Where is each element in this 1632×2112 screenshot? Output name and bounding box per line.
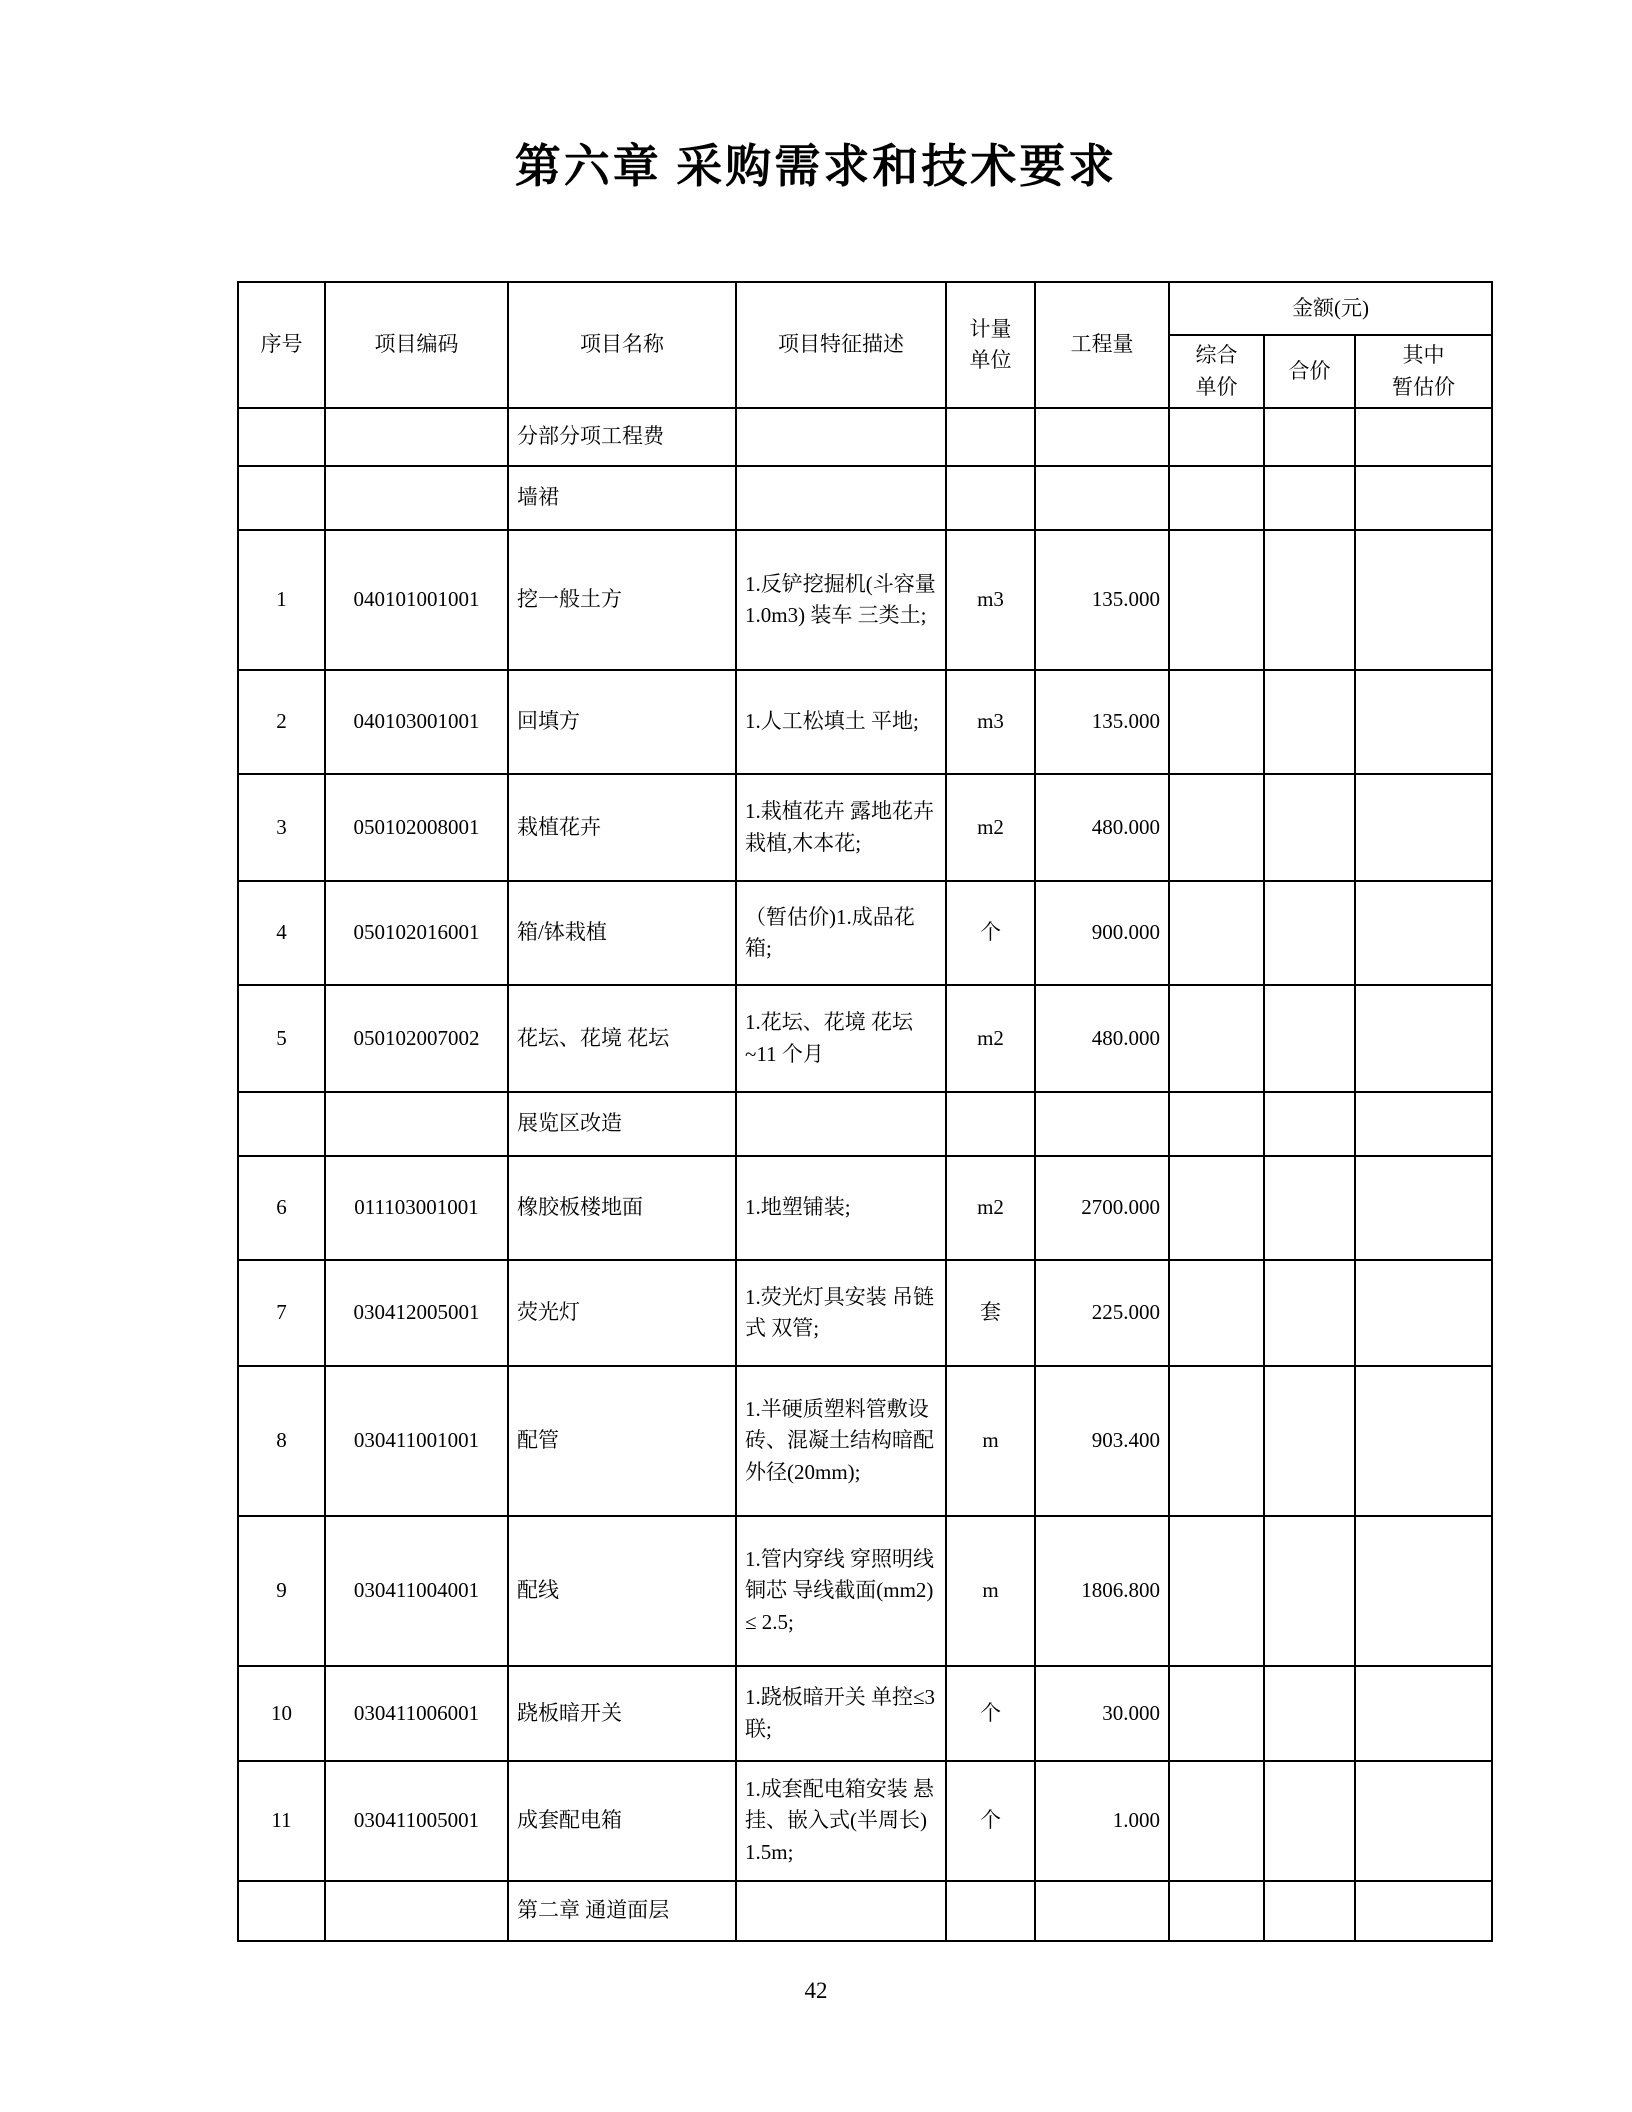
cell-name: 跷板暗开关 [508, 1666, 736, 1761]
cell-seq: 1 [238, 530, 325, 670]
cell-name: 第二章 通道面层 [508, 1881, 736, 1941]
cell-total-price [1264, 466, 1355, 530]
table-row [238, 774, 1492, 881]
cell-code [325, 1881, 508, 1941]
cell-unit-price [1169, 1366, 1264, 1516]
cell-total-price [1264, 670, 1355, 774]
cell-feature: 1.反铲挖掘机(斗容量 1.0m3) 装车 三类土; [736, 530, 946, 670]
cell-unit-price [1169, 466, 1264, 530]
cell-unit: m2 [946, 985, 1035, 1092]
cell-feature: 1.人工松填土 平地; [736, 670, 946, 774]
cell-estimated-price [1355, 1761, 1492, 1881]
cell-estimated-price [1355, 774, 1492, 881]
cell-estimated-price [1355, 881, 1492, 985]
cell-total-price [1264, 1666, 1355, 1761]
cell-unit [946, 408, 1035, 466]
cell-estimated-price [1355, 1366, 1492, 1516]
page-number: 42 [804, 1978, 828, 2003]
cell-quantity: 2700.000 [1035, 1156, 1169, 1260]
cell-seq: 2 [238, 670, 325, 774]
cell-unit-price [1169, 1260, 1264, 1366]
cell-feature: 1.栽植花卉 露地花卉栽植,木本花; [736, 774, 946, 881]
cell-unit: 个 [946, 1666, 1035, 1761]
section-row [238, 1881, 1492, 1941]
section-row [238, 1092, 1492, 1156]
cell-unit [946, 466, 1035, 530]
cell-code: 030411006001 [325, 1666, 508, 1761]
cell-seq: 4 [238, 881, 325, 985]
header-code: 项目编码 [325, 282, 508, 408]
cell-code [325, 1092, 508, 1156]
cell-code: 050102007002 [325, 985, 508, 1092]
table-row [238, 1260, 1492, 1366]
cell-code: 040103001001 [325, 670, 508, 774]
cell-feature: 1.管内穿线 穿照明线 铜芯 导线截面(mm2) ≤ 2.5; [736, 1516, 946, 1666]
cell-estimated-price [1355, 1092, 1492, 1156]
cell-total-price [1264, 1516, 1355, 1666]
cell-seq: 7 [238, 1260, 325, 1366]
cell-quantity [1035, 466, 1169, 530]
cell-quantity: 1806.800 [1035, 1516, 1169, 1666]
cell-unit-price [1169, 881, 1264, 985]
cell-total-price [1264, 1366, 1355, 1516]
table-row [238, 1761, 1492, 1881]
cell-unit-price [1169, 1761, 1264, 1881]
table-row [238, 1366, 1492, 1516]
cell-feature: 1.荧光灯具安装 吊链式 双管; [736, 1260, 946, 1366]
cell-feature [736, 1881, 946, 1941]
cell-code: 030412005001 [325, 1260, 508, 1366]
table-row [238, 1156, 1492, 1260]
table-row [238, 985, 1492, 1092]
cell-quantity: 30.000 [1035, 1666, 1169, 1761]
cell-estimated-price [1355, 1666, 1492, 1761]
header-name: 项目名称 [508, 282, 736, 408]
cell-unit: m3 [946, 530, 1035, 670]
cell-code [325, 408, 508, 466]
cell-total-price [1264, 530, 1355, 670]
cell-total-price [1264, 1260, 1355, 1366]
cell-unit-price [1169, 1092, 1264, 1156]
cell-seq: 11 [238, 1761, 325, 1881]
cell-estimated-price [1355, 1881, 1492, 1941]
cell-name: 墙裙 [508, 466, 736, 530]
cell-code: 030411005001 [325, 1761, 508, 1881]
cell-name: 挖一般土方 [508, 530, 736, 670]
cell-name: 荧光灯 [508, 1260, 736, 1366]
cell-name: 展览区改造 [508, 1092, 736, 1156]
header-feature: 项目特征描述 [736, 282, 946, 408]
cell-feature [736, 466, 946, 530]
cell-code: 030411004001 [325, 1516, 508, 1666]
cell-unit: m [946, 1366, 1035, 1516]
header-estimated-price: 其中 暂估价 [1355, 335, 1492, 408]
cell-quantity [1035, 408, 1169, 466]
cell-seq: 10 [238, 1666, 325, 1761]
table-row [238, 530, 1492, 670]
table-row [238, 1516, 1492, 1666]
cell-seq: 3 [238, 774, 325, 881]
cell-quantity: 225.000 [1035, 1260, 1169, 1366]
header-amount-group: 金额(元) [1169, 282, 1492, 335]
cell-unit: m3 [946, 670, 1035, 774]
cell-seq: 5 [238, 985, 325, 1092]
header-row-top [238, 282, 1492, 335]
section-row [238, 466, 1492, 530]
cell-unit-price [1169, 1666, 1264, 1761]
cell-name: 花坛、花境 花坛 [508, 985, 736, 1092]
table-row [238, 1666, 1492, 1761]
cell-feature [736, 408, 946, 466]
cell-unit: 个 [946, 881, 1035, 985]
cell-quantity: 900.000 [1035, 881, 1169, 985]
cell-estimated-price [1355, 530, 1492, 670]
cell-quantity: 480.000 [1035, 985, 1169, 1092]
cell-total-price [1264, 1156, 1355, 1260]
cell-seq: 9 [238, 1516, 325, 1666]
cell-code: 030411001001 [325, 1366, 508, 1516]
cell-estimated-price [1355, 1260, 1492, 1366]
cell-unit: m [946, 1516, 1035, 1666]
header-total-price: 合价 [1264, 335, 1355, 408]
cell-unit-price [1169, 1156, 1264, 1260]
cell-total-price [1264, 1761, 1355, 1881]
boq-table [237, 281, 1493, 1942]
cell-seq [238, 1881, 325, 1941]
cell-unit-price [1169, 530, 1264, 670]
table-row [238, 670, 1492, 774]
cell-total-price [1264, 985, 1355, 1092]
cell-estimated-price [1355, 1156, 1492, 1260]
cell-total-price [1264, 774, 1355, 881]
cell-unit [946, 1092, 1035, 1156]
cell-unit: m2 [946, 774, 1035, 881]
cell-code [325, 466, 508, 530]
section-row [238, 408, 1492, 466]
cell-estimated-price [1355, 408, 1492, 466]
cell-quantity: 903.400 [1035, 1366, 1169, 1516]
cell-code: 011103001001 [325, 1156, 508, 1260]
cell-unit-price [1169, 774, 1264, 881]
cell-name: 配管 [508, 1366, 736, 1516]
cell-feature: 1.地塑铺装; [736, 1156, 946, 1260]
cell-total-price [1264, 1092, 1355, 1156]
cell-quantity: 480.000 [1035, 774, 1169, 881]
cell-quantity [1035, 1092, 1169, 1156]
cell-unit: m2 [946, 1156, 1035, 1260]
cell-name: 成套配电箱 [508, 1761, 736, 1881]
cell-code: 040101001001 [325, 530, 508, 670]
cell-feature: 1.跷板暗开关 单控≤3 联; [736, 1666, 946, 1761]
cell-unit-price [1169, 1881, 1264, 1941]
cell-estimated-price [1355, 670, 1492, 774]
cell-seq: 6 [238, 1156, 325, 1260]
cell-total-price [1264, 408, 1355, 466]
cell-seq: 8 [238, 1366, 325, 1516]
cell-code: 050102008001 [325, 774, 508, 881]
cell-unit: 个 [946, 1761, 1035, 1881]
cell-name: 配线 [508, 1516, 736, 1666]
header-unit-price: 综合 单价 [1169, 335, 1264, 408]
page-title: 第六章 采购需求和技术要求 [514, 141, 1118, 192]
cell-unit: 套 [946, 1260, 1035, 1366]
cell-seq [238, 1092, 325, 1156]
cell-name: 回填方 [508, 670, 736, 774]
cell-estimated-price [1355, 1516, 1492, 1666]
cell-feature: （暂估价)1.成品花箱; [736, 881, 946, 985]
table-row [238, 881, 1492, 985]
cell-code: 050102016001 [325, 881, 508, 985]
cell-unit-price [1169, 1516, 1264, 1666]
cell-unit-price [1169, 985, 1264, 1092]
cell-unit [946, 1881, 1035, 1941]
cell-total-price [1264, 881, 1355, 985]
cell-quantity [1035, 1881, 1169, 1941]
cell-quantity: 135.000 [1035, 670, 1169, 774]
cell-total-price [1264, 1881, 1355, 1941]
cell-unit-price [1169, 670, 1264, 774]
cell-unit-price [1169, 408, 1264, 466]
cell-estimated-price [1355, 466, 1492, 530]
header-unit: 计量 单位 [946, 282, 1035, 408]
cell-feature: 1.花坛、花境 花坛~11 个月 [736, 985, 946, 1092]
cell-seq [238, 466, 325, 530]
cell-seq [238, 408, 325, 466]
cell-feature [736, 1092, 946, 1156]
cell-feature: 1.成套配电箱安装 悬挂、嵌入式(半周长) 1.5m; [736, 1761, 946, 1881]
cell-name: 分部分项工程费 [508, 408, 736, 466]
header-quantity: 工程量 [1035, 282, 1169, 408]
cell-estimated-price [1355, 985, 1492, 1092]
header-seq: 序号 [238, 282, 325, 408]
cell-name: 橡胶板楼地面 [508, 1156, 736, 1260]
cell-name: 箱/钵栽植 [508, 881, 736, 985]
cell-quantity: 1.000 [1035, 1761, 1169, 1881]
cell-name: 栽植花卉 [508, 774, 736, 881]
cell-quantity: 135.000 [1035, 530, 1169, 670]
cell-feature: 1.半硬质塑料管敷设 砖、混凝土结构暗配 外径(20mm); [736, 1366, 946, 1516]
